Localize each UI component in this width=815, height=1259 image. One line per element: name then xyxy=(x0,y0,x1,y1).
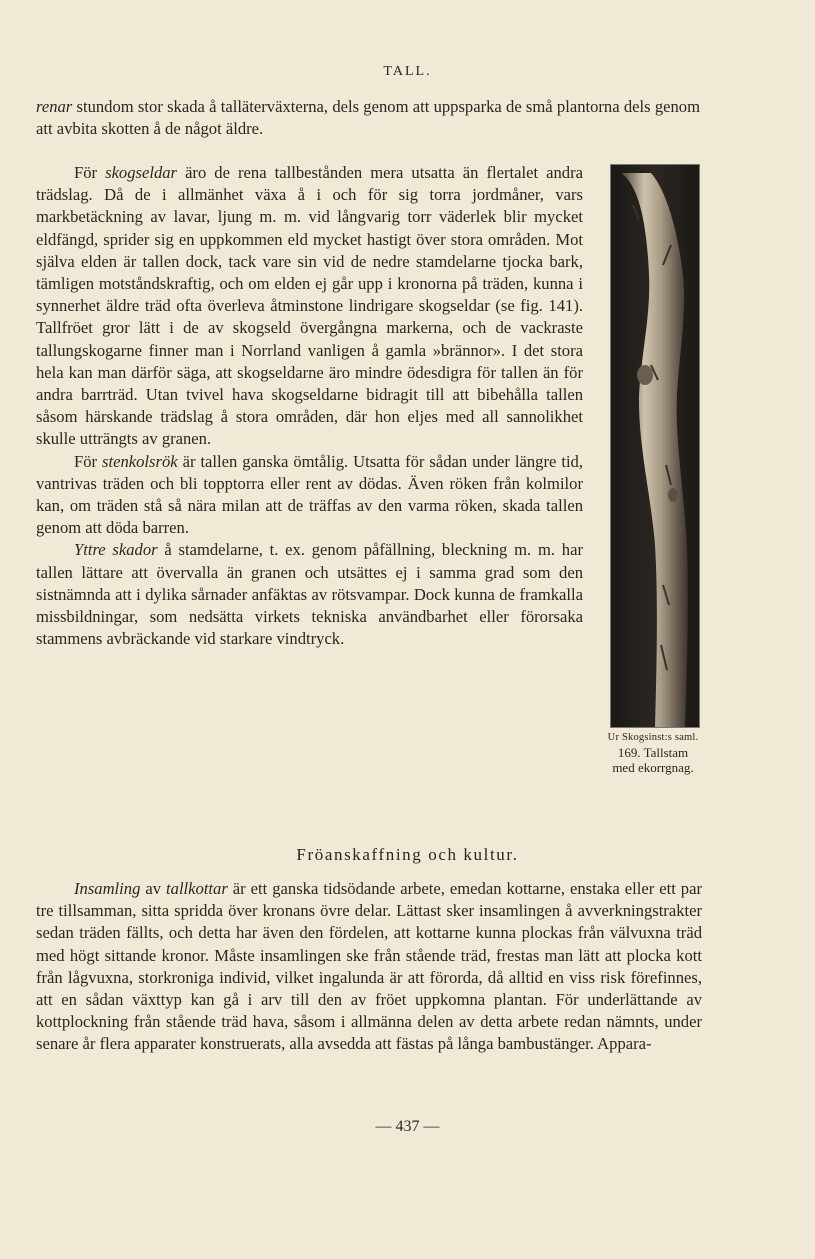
paragraph-collect: Insamling av tallkottar är ett ganska tidsödande arbete, emedan kottarne, enstaka eller ett par tre tillsamman, sitta spridda över kronans övre delar. Lättast sker insamlingen å avverkningstrakter sedan träden fällts, och detta har även den fördelen, att kottarne kunna plockas från välvuxna träd med högt sittande kronor. Måste insamlingen ske från stående träd, frestas man lätt att plocka kott från lågvuxna, storkroniga individ, vilket ingalunda är att förorda, då alltid en viss risk förefinnes, att en sådan växttyp kan gå i arv till den av fröet uppkomna plantan. För underlättande av kottplockning från stående träd hava, såsom i allmänna delen av detta arbete redan nämnts, under senare år flera apparater konstruerats, alla avsedda att fästas på långa bambustänger. Appara- xyxy=(36,879,702,1054)
italic-term: Yttre skador xyxy=(74,540,158,560)
italic-term: tallkottar xyxy=(166,879,228,898)
caption-line-1: 169. Tallstam xyxy=(617,745,689,760)
paragraph-smoke: För stenkolsrök är tallen ganska ömtålig. Utsatta för sådan under längre tid, vantrivas träden och bli topptorra eller rent av dödas. Även röken från kolmilor kan, om träden stå så nära milan att de träffas av den varma röken, skada tallen genom att döda barren. xyxy=(36,451,584,538)
caption-line-2: med ekorrgnag. xyxy=(612,760,694,775)
paragraph-fire: För skogseldar äro de rena tallbestånden mera utsatta än flertalet andra trädslag. Då de i allmänhet växa å i och för sig torra jordmåner, vars markbetäckning av lavar, ljung m. m. vid långvarig torr väderlek blir mycket eldfängd, sprider sig en uppkommen eld mycket hastigt över stora områden. Mot själva elden är tallen dock, tack vare sin vid de nedre stamdelarne tjocka bark, tämligen motståndskraftig, och om elden ej går upp i kronorna på träden, kunna i synnerhet äldre träd ofta överleva åtminstone lindrigare skogseldar (se fig. 141). Tallfröet gror lätt i de av skogseld övergångna markerna, och de vackraste tallungskogarne finner man i Norrland vanligen å gamla »brännor». I det stora hela kan man därför säga, att skogseldarne äro mindre ödesdigra för tallen än för andra barrträd. Utan tvivel hava skogseldarne bidragit till att bibehålla tallen såsom härskande trädslag å stora områden, där hon eljes med all sannolikhet skulle utträngts av granen. xyxy=(36,163,583,449)
left-column-text xyxy=(36,162,583,650)
pine-trunk-photo-icon xyxy=(611,165,699,727)
figure-caption xyxy=(594,730,712,775)
italic-term: skogseldar xyxy=(105,163,178,182)
running-header: TALL. xyxy=(383,64,432,79)
figure-photo xyxy=(610,164,700,728)
italic-term: Insamling xyxy=(74,879,141,898)
italic-term: renar xyxy=(36,97,73,116)
italic-term: stenkolsrök xyxy=(102,451,178,471)
section-heading: Fröanskaffning och kultur. xyxy=(296,845,519,864)
caption-source: Ur Skogsinst:s saml. xyxy=(607,732,699,743)
paragraph-damage: Yttre skador å stamdelarne, t. ex. genom påfällning, bleckning m. m. har tallen lättare att övervalla än granen och utsättes ej i samma grad som den sistnämnda att i dylika sårnader anfäktas av rötsvampar. Dock kunna de framkalla missbildningar, som nedsätta virkets tekniska användbarhet eller förorsaka stammens avbräckande vid starkare vindtryck. xyxy=(36,540,583,649)
intro-text: stundom stor skada å talläterväxterna, dels genom att uppsparka de små plantorna dels genom att avbita skotten å de något äldre. xyxy=(36,97,700,139)
page-number: — 437 — xyxy=(375,1118,440,1135)
intro-paragraph xyxy=(36,96,700,140)
